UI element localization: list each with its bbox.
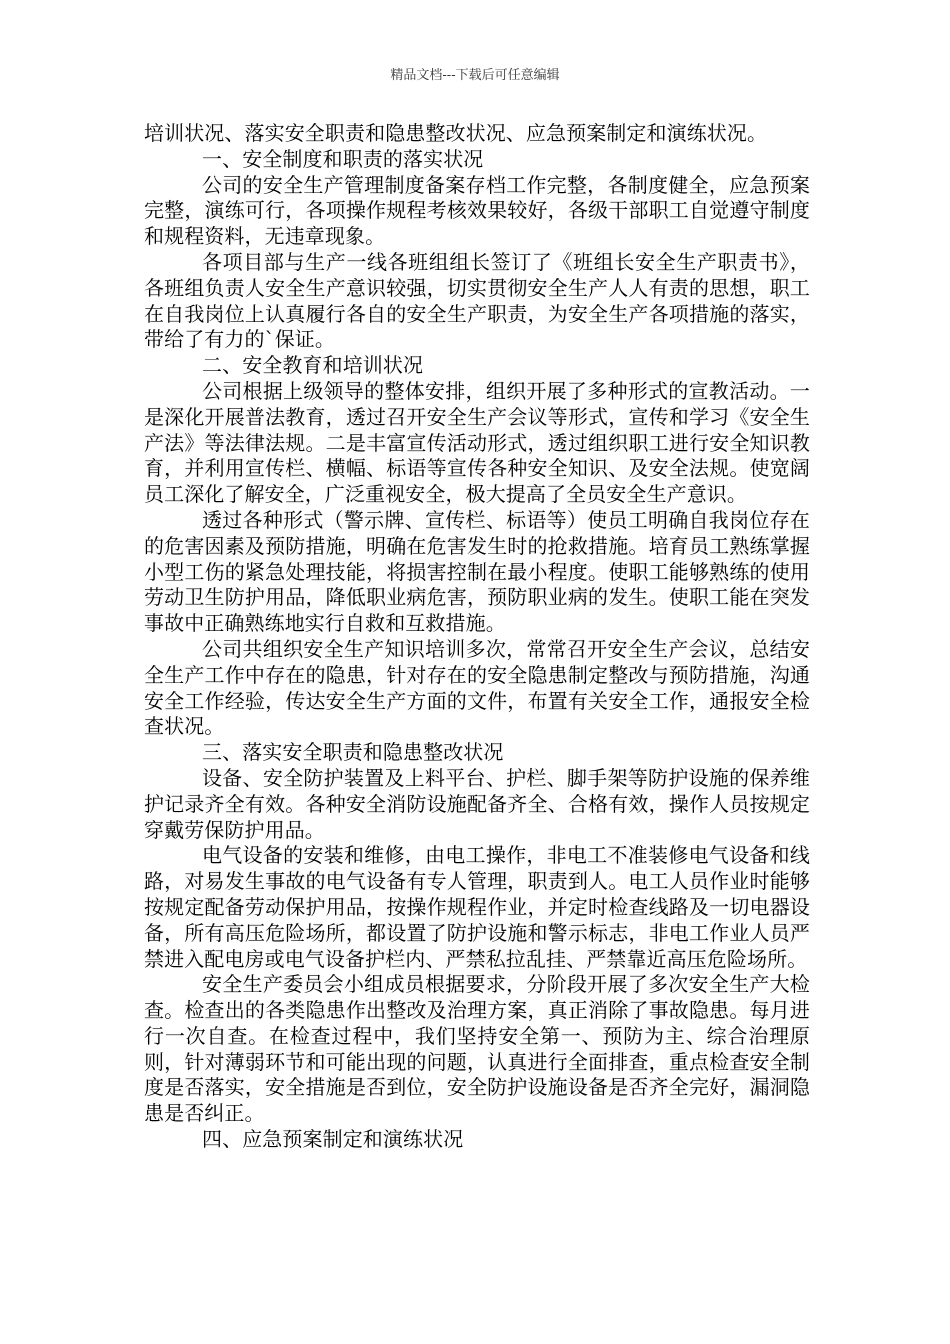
section-heading-1: 一、安全制度和职责的落实状况: [202, 146, 484, 171]
paragraph: 公司的安全生产管理制度备案存档工作完整，各制度健全，应急预案完整，演练可行，各项操作规程考核效果较好，各级干部职工自觉遵守制度和规程资料，无违章现象。: [144, 172, 810, 249]
paragraph: 各项目部与生产一线各班组组长签订了《班组长安全生产职责书》，各班组负责人安全生产意识较强，切实贯彻安全生产人人有责的思想，职工在自我岗位上认真履行各自的安全生产职责，为安全生产各项措施的落实，带给了有力的`保证。: [144, 249, 810, 352]
paragraph: 安全生产委员会小组成员根据要求，分阶段开展了多次安全生产大检查。检查出的各类隐患作出整改及治理方案，真正消除了事故隐患。每月进行一次自查。在检查过程中，我们坚持安全第一、预防为主、综合治理原则，针对薄弱环节和可能出现的问题，认真进行全面排查，重点检查安全制度是否落实，安全措施是否到位，安全防护设施设备是否齐全完好，漏洞隐患是否纠正。: [144, 972, 810, 1126]
paragraph: 培训状况、落实安全职责和隐患整改状况、应急预案制定和演练状况。: [144, 121, 768, 145]
paragraph: 公司根据上级领导的整体安排，组织开展了多种形式的宣教活动。一是深化开展普法教育，透过召开安全生产会议等形式，宣传和学习《安全生产法》等法律法规。二是丰富宣传活动形式，透过组织职工进行安全知识教育，并利用宣传栏、横幅、标语等宣传各种安全知识、及安全法规。使宽阔员工深化了解安全，广泛重视安全，极大提高了全员安全生产意识。: [144, 378, 810, 507]
paragraph: 公司共组织安全生产知识培训多次，常常召开安全生产会议，总结安全生产工作中存在的隐患，针对存在的安全隐患制定整改与预防措施，沟通安全工作经验，传达安全生产方面的文件，布置有关安全工作，通报安全检查状况。: [144, 636, 810, 739]
document-body: [144, 121, 810, 1153]
paragraph: 电气设备的安装和维修，由电工操作，非电工不准装修电气设备和线路，对易发生事故的电气设备有专人管理，职责到人。电工人员作业时能够按规定配备劳动保护用品，按操作规程作业，并定时检查线路及一切电器设备，所有高压危险场所，都设置了防护设施和警示标志，非电工作业人员严禁进入配电房或电气设备护栏内、严禁私拉乱挂、严禁靠近高压危险场所。: [144, 843, 810, 971]
paragraph: 透过各种形式（警示牌、宣传栏、标语等）使员工明确自我岗位存在的危害因素及预防措施，明确在危害发生时的抢救措施。培育员工熟练掌握小型工伤的紧急处理技能，将损害控制在最小程度。使职工能够熟练的使用劳动卫生防护用品，降低职业病危害，预防职业病的发生。使职工能在突发事故中正确熟练地实行自救和互救措施。: [144, 507, 810, 636]
page-header: 精品文档---下载后可任意编辑: [390, 68, 560, 83]
paragraph: 设备、安全防护装置及上料平台、护栏、脚手架等防护设施的保养维护记录齐全有效。各种安全消防设施配备齐全、合格有效，操作人员按规定穿戴劳保防护用品。: [144, 765, 810, 842]
section-heading-3: 三、落实安全职责和隐患整改状况: [202, 740, 504, 765]
section-heading-4: 四、应急预案制定和演练状况: [202, 1127, 464, 1152]
section-heading-2: 二、安全教育和培训状况: [202, 353, 424, 378]
